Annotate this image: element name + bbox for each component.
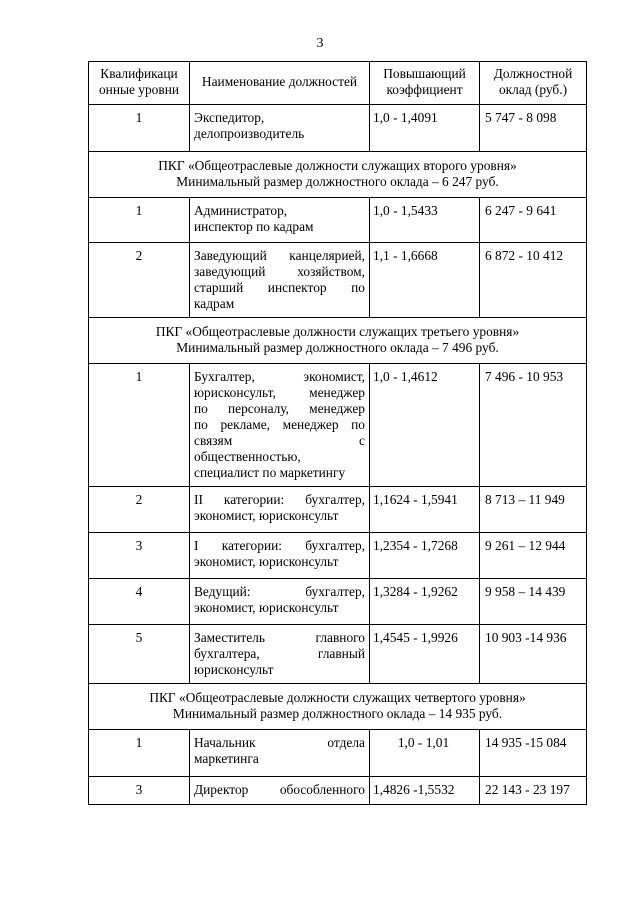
group-header-cell — [89, 152, 587, 198]
position-line: I категории: бухгалтер, — [194, 538, 365, 553]
position-line: Начальник отдела — [194, 735, 365, 750]
level-cell: 5 — [89, 625, 190, 684]
salary-table — [88, 61, 587, 805]
table-row — [89, 487, 587, 533]
position-cell — [190, 777, 370, 805]
position-cell — [190, 364, 370, 487]
level-cell: 4 — [89, 579, 190, 625]
position-line: Заместитель главного — [194, 630, 365, 645]
position-cell — [190, 243, 370, 318]
position-cell — [190, 105, 370, 152]
level-cell: 3 — [89, 533, 190, 579]
position-line: маркетинга — [194, 751, 259, 766]
salary-cell: 9 261 – 12 944 — [480, 533, 587, 579]
position-cell — [190, 625, 370, 684]
position-line: юрисконсульт — [194, 662, 274, 677]
coefficient-cell: 1,1 - 1,6668 — [370, 243, 480, 318]
position-line: связям с — [194, 433, 365, 448]
position-line: экономист, юрисконсульт — [194, 554, 339, 569]
salary-cell: 10 903 -14 936 — [480, 625, 587, 684]
coefficient-cell: 1,0 - 1,4091 — [370, 105, 480, 152]
salary-cell: 9 958 – 14 439 — [480, 579, 587, 625]
position-line: Экспедитор, — [194, 110, 265, 125]
level-cell: 1 — [89, 364, 190, 487]
position-line: экономист, юрисконсульт — [194, 508, 339, 523]
salary-cell: 8 713 – 11 949 — [480, 487, 587, 533]
table-row — [89, 579, 587, 625]
salary-cell: 5 747 - 8 098 — [480, 105, 587, 152]
group-min-salary: Минимальный размер должностного оклада – 6 247 руб. — [176, 174, 499, 189]
position-line: общественностью, — [194, 449, 301, 464]
coefficient-cell: 1,0 - 1,4612 — [370, 364, 480, 487]
position-cell — [190, 487, 370, 533]
coefficient-cell: 1,0 - 1,01 — [370, 730, 480, 777]
group-title: ПКГ «Общеотраслевые должности служащих четвертого уровня» — [149, 690, 526, 705]
position-line: II категории: бухгалтер, — [194, 492, 365, 507]
header-qualification-level: Квалификаци онные уровни — [89, 62, 190, 105]
position-cell — [190, 730, 370, 777]
table-row — [89, 730, 587, 777]
position-line: Заведующий канцелярией, — [194, 248, 365, 263]
level-cell: 1 — [89, 105, 190, 152]
table-row — [89, 198, 587, 243]
position-line: экономист, юрисконсульт — [194, 600, 339, 615]
header-coefficient: Повышающий коэффициент — [370, 62, 480, 105]
table-row — [89, 777, 587, 805]
level-cell: 1 — [89, 198, 190, 243]
level-cell: 1 — [89, 730, 190, 777]
position-line: старший инспектор по — [194, 280, 365, 295]
position-line: бухгалтера, главный — [194, 646, 365, 661]
table-row — [89, 364, 587, 487]
table-row — [89, 533, 587, 579]
position-line: кадрам — [194, 296, 235, 311]
coefficient-cell: 1,1624 - 1,5941 — [370, 487, 480, 533]
group-header-cell — [89, 318, 587, 364]
level-cell: 3 — [89, 777, 190, 805]
coefficient-cell: 1,2354 - 1,7268 — [370, 533, 480, 579]
salary-cell: 6 247 - 9 641 — [480, 198, 587, 243]
position-line: Бухгалтер, экономист, — [194, 369, 365, 384]
group-title: ПКГ «Общеотраслевые должности служащих третьего уровня» — [155, 324, 520, 339]
header-row — [89, 62, 587, 105]
group-min-salary: Минимальный размер должностного оклада – 7 496 руб. — [176, 340, 499, 355]
position-cell — [190, 579, 370, 625]
position-line: инспектор по кадрам — [194, 219, 314, 234]
coefficient-cell: 1,3284 - 1,9262 — [370, 579, 480, 625]
position-line: заведующий хозяйством, — [194, 264, 365, 279]
position-line: Администратор, — [194, 203, 288, 218]
group-header-row — [89, 318, 587, 364]
level-cell: 2 — [89, 487, 190, 533]
position-line: юрисконсульт, менеджер — [194, 385, 365, 400]
header-position-name: Наименование должностей — [190, 62, 370, 105]
level-cell: 2 — [89, 243, 190, 318]
group-min-salary: Минимальный размер должностного оклада – 14 935 руб. — [172, 706, 503, 721]
table-row — [89, 243, 587, 318]
group-header-row — [89, 684, 587, 730]
position-line: по рекламе, менеджер по — [194, 417, 365, 432]
coefficient-cell: 1,0 - 1,5433 — [370, 198, 480, 243]
salary-cell: 6 872 - 10 412 — [480, 243, 587, 318]
coefficient-cell: 1,4826 -1,5532 — [370, 777, 480, 805]
salary-cell: 22 143 - 23 197 — [480, 777, 587, 805]
group-header-cell — [89, 684, 587, 730]
position-cell — [190, 198, 370, 243]
salary-cell: 14 935 -15 084 — [480, 730, 587, 777]
table-row — [89, 625, 587, 684]
table-row — [89, 105, 587, 152]
position-cell — [190, 533, 370, 579]
position-line: Ведущий: бухгалтер, — [194, 584, 365, 599]
position-line: специалист по маркетингу — [194, 465, 346, 480]
position-line: делопроизводитель — [194, 126, 305, 141]
header-salary: Должностной оклад (руб.) — [480, 62, 587, 105]
position-line: по персоналу, менеджер — [194, 401, 365, 416]
salary-cell: 7 496 - 10 953 — [480, 364, 587, 487]
group-header-row — [89, 152, 587, 198]
position-line: Директор обособленного — [194, 782, 365, 797]
page-number: 3 — [316, 36, 324, 51]
coefficient-cell: 1,4545 - 1,9926 — [370, 625, 480, 684]
group-title: ПКГ «Общеотраслевые должности служащих второго уровня» — [158, 158, 517, 173]
